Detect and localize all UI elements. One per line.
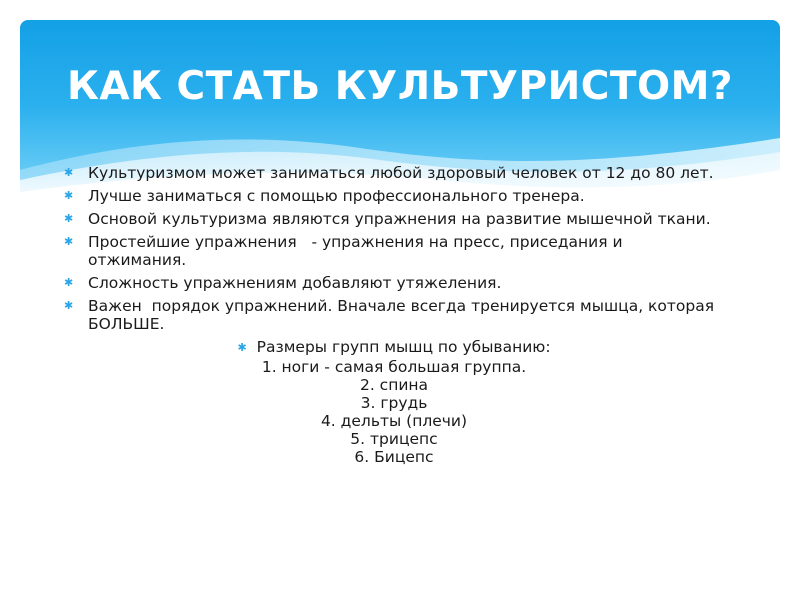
bullet-asterisk-icon: ✱ xyxy=(64,189,74,202)
bullet-item xyxy=(64,297,724,333)
muscle-group-line: 2. спина xyxy=(359,376,429,394)
muscle-groups-block xyxy=(64,338,724,466)
bullet-asterisk-icon: ✱ xyxy=(64,276,74,289)
bullet-item xyxy=(64,164,724,182)
bullet-item xyxy=(64,210,724,228)
bullet-text: Основой культуризма являются упражнения на развитие мышечной ткани. xyxy=(88,210,711,228)
muscle-groups-heading: Размеры групп мышц по убыванию: xyxy=(256,338,551,356)
muscle-group-line: 4. дельты (плечи) xyxy=(320,412,468,430)
bullet-asterisk-icon: ✱ xyxy=(64,212,74,225)
bullet-item xyxy=(64,233,724,269)
bullet-asterisk-icon: ✱ xyxy=(64,166,74,179)
bullet-text: Лучше заниматься с помощью профессионального тренера. xyxy=(88,187,585,205)
slide-content xyxy=(64,164,724,466)
bullet-list xyxy=(64,164,724,333)
bullet-text: Культуризмом может заниматься любой здоровый человек от 12 до 80 лет. xyxy=(88,164,714,182)
bullet-text: Простейшие упражнения - упражнения на пресс, приседания и отжимания. xyxy=(88,233,628,269)
bullet-text: Важен порядок упражнений. Вначале всегда тренируется мышца, которая БОЛЬШЕ. xyxy=(88,297,720,333)
slide-title: КАК СТАТЬ КУЛЬТУРИСТОМ? xyxy=(66,64,734,109)
bullet-asterisk-icon: ✱ xyxy=(64,235,74,248)
bullet-text: Сложность упражнениям добавляют утяжеления. xyxy=(88,274,502,292)
bullet-asterisk-icon: ✱ xyxy=(237,341,247,354)
muscle-group-line: 1. ноги - самая большая группа. xyxy=(261,358,527,376)
muscle-group-line: 5. трицепс xyxy=(350,430,438,448)
bullet-asterisk-icon: ✱ xyxy=(64,299,74,312)
bullet-item xyxy=(64,187,724,205)
bullet-item xyxy=(64,274,724,292)
muscle-group-line: 6. Бицепс xyxy=(354,448,434,466)
muscle-groups-heading-line xyxy=(64,338,724,358)
muscle-group-line: 3. грудь xyxy=(360,394,428,412)
